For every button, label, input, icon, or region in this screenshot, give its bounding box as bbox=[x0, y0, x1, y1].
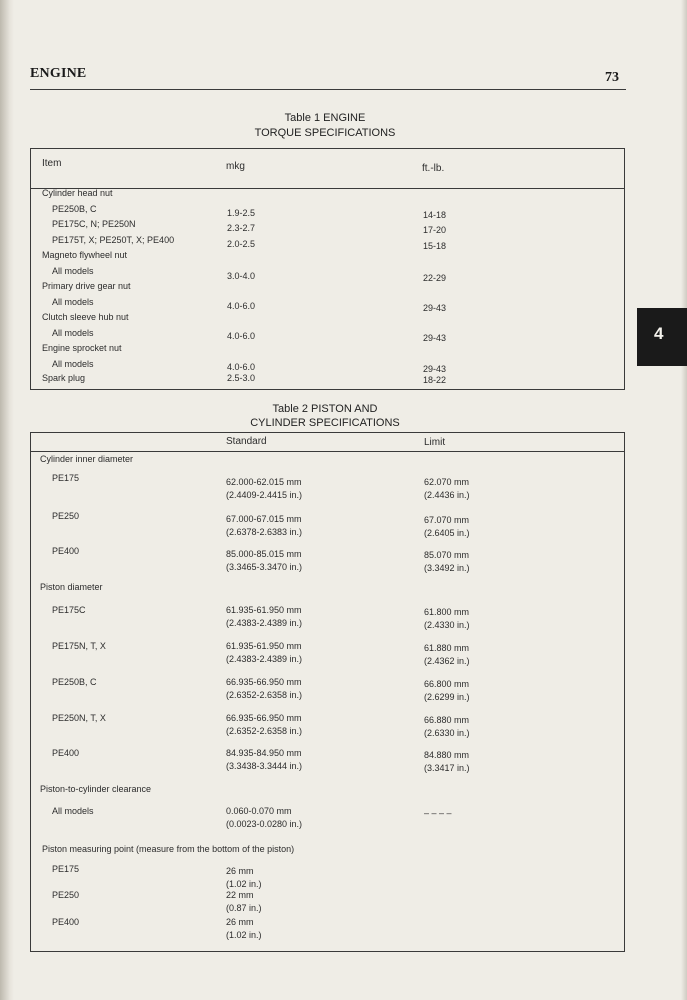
table2-row-limit-metric: 66.800 mm bbox=[424, 679, 470, 689]
table2-caption-line2: CYLINDER SPECIFICATIONS bbox=[250, 417, 400, 429]
table2-row-limit-inch: (2.4330 in.) bbox=[424, 620, 470, 630]
table2-row-standard-metric: 85.000-85.015 mm bbox=[226, 549, 302, 559]
table1-caption-line2: TORQUE SPECIFICATIONS bbox=[254, 127, 396, 139]
table2-row-limit-inch: (2.4362 in.) bbox=[424, 656, 470, 666]
table2-caption-line1: Table 2 PISTON AND bbox=[272, 403, 378, 415]
table2-header-standard: Standard bbox=[226, 436, 267, 447]
table1-row-mkg: 3.0-4.0 bbox=[227, 271, 256, 281]
table1-row-label: Engine sprocket nut bbox=[42, 343, 122, 353]
table2-row-label: Piston measuring point (measure from the bottom of the piston) bbox=[42, 844, 295, 854]
table2-row-standard-inch: (2.4383-2.4389 in.) bbox=[226, 618, 303, 628]
table1-row-mkg: 4.0-6.0 bbox=[227, 362, 256, 372]
table1-row-label: PE175T, X; PE250T, X; PE400 bbox=[52, 235, 175, 245]
table1-row-label: Spark plug bbox=[42, 373, 86, 383]
table2-row-standard-metric: 66.935-66.950 mm bbox=[226, 713, 302, 723]
table2-row-limit-metric: 85.070 mm bbox=[424, 550, 470, 560]
table1-row-ftlb: 17-20 bbox=[423, 225, 447, 235]
table1-row-ftlb: 15-18 bbox=[423, 241, 447, 251]
table2-row-limit-metric: 67.070 mm bbox=[424, 515, 470, 525]
table2-row-label: PE250 bbox=[52, 890, 80, 900]
table2-row-standard-inch: (1.02 in.) bbox=[226, 879, 262, 889]
table1-row-label: Cylinder head nut bbox=[42, 188, 113, 198]
table2-row-label: PE400 bbox=[52, 748, 80, 758]
table2-frame bbox=[30, 432, 625, 952]
table2-row-standard-inch: (0.87 in.) bbox=[226, 903, 262, 913]
table2-row-standard-metric: 61.935-61.950 mm bbox=[226, 641, 302, 651]
table2-row-standard-metric: 0.060-0.070 mm bbox=[226, 806, 292, 816]
table2-row-limit-metric: 61.880 mm bbox=[424, 643, 470, 653]
table2-row-standard-metric: 67.000-67.015 mm bbox=[226, 514, 302, 524]
section-header: ENGINE bbox=[30, 66, 87, 81]
table1-row-mkg: 4.0-6.0 bbox=[227, 301, 256, 311]
page-gutter-shadow bbox=[0, 0, 14, 1000]
table2-row-limit-metric: – – – – bbox=[424, 808, 452, 818]
table2-row-label: Piston-to-cylinder clearance bbox=[40, 784, 152, 794]
table2-row-label: PE250 bbox=[52, 511, 80, 521]
table1-row-mkg: 4.0-6.0 bbox=[227, 331, 256, 341]
table2-row-label: Cylinder inner diameter bbox=[40, 454, 134, 464]
table1-caption-line1: Table 1 ENGINE bbox=[284, 112, 366, 124]
table2-row-standard-inch: (3.3438-3.3444 in.) bbox=[226, 761, 303, 771]
table2-row-standard-inch: (3.3465-3.3470 in.) bbox=[226, 562, 303, 572]
table1-row-label: All models bbox=[52, 266, 94, 276]
header-rule bbox=[30, 89, 626, 90]
table2-row-label: PE250B, C bbox=[52, 677, 97, 687]
table2-row-limit-inch: (2.6405 in.) bbox=[424, 528, 470, 538]
table2-row-standard-inch: (2.6352-2.6358 in.) bbox=[226, 726, 303, 736]
table2-header-rule bbox=[30, 451, 625, 452]
table1-row-label: Clutch sleeve hub nut bbox=[42, 312, 129, 322]
table2-row-standard-metric: 61.935-61.950 mm bbox=[226, 605, 302, 615]
table2-row-limit-inch: (3.3417 in.) bbox=[424, 763, 470, 773]
table1-row-mkg: 2.5-3.0 bbox=[227, 373, 256, 383]
table1-row-label: All models bbox=[52, 328, 94, 338]
table2-row-label: All models bbox=[52, 806, 94, 816]
table2-row-label: PE400 bbox=[52, 546, 80, 556]
table1-row-ftlb: 18-22 bbox=[423, 375, 447, 385]
table1-row-ftlb: 29-43 bbox=[423, 303, 447, 313]
table2-row-standard-metric: 62.000-62.015 mm bbox=[226, 477, 302, 487]
table1-row-ftlb: 14-18 bbox=[423, 210, 447, 220]
table1-row-mkg: 2.0-2.5 bbox=[227, 239, 256, 249]
table1-row-label: Primary drive gear nut bbox=[42, 281, 131, 291]
table2-row-standard-inch: (1.02 in.) bbox=[226, 930, 262, 940]
table2-row-label: PE250N, T, X bbox=[52, 713, 106, 723]
table2-row-limit-inch: (2.6330 in.) bbox=[424, 728, 470, 738]
table2-row-standard-inch: (2.6352-2.6358 in.) bbox=[226, 690, 303, 700]
table2-row-limit-metric: 62.070 mm bbox=[424, 477, 470, 487]
table1-row-ftlb: 22-29 bbox=[423, 273, 447, 283]
table2-row-limit-metric: 61.800 mm bbox=[424, 607, 470, 617]
table2-row-standard-inch: (2.4409-2.4415 in.) bbox=[226, 490, 303, 500]
table2-row-standard-metric: 22 mm bbox=[226, 890, 254, 900]
page-edge-shadow bbox=[681, 0, 687, 1000]
table2-row-standard-inch: (2.6378-2.6383 in.) bbox=[226, 527, 303, 537]
table1-row-label: Magneto flywheel nut bbox=[42, 250, 128, 260]
table1-row-ftlb: 29-43 bbox=[423, 333, 447, 343]
table2-row-limit-inch: (2.4436 in.) bbox=[424, 490, 470, 500]
table1-header-item: Item bbox=[42, 158, 62, 169]
page-number: 73 bbox=[605, 70, 619, 85]
table2-header-limit: Limit bbox=[424, 437, 446, 448]
table2-row-label: PE175 bbox=[52, 473, 80, 483]
table2-row-label: PE175 bbox=[52, 864, 80, 874]
table1-row-label: PE175C, N; PE250N bbox=[52, 219, 136, 229]
table1-row-mkg: 2.3-2.7 bbox=[227, 223, 256, 233]
table2-row-limit-inch: (3.3492 in.) bbox=[424, 563, 470, 573]
table1-row-ftlb: 29-43 bbox=[423, 364, 447, 374]
table2-row-standard-inch: (0.0023-0.0280 in.) bbox=[226, 819, 303, 829]
table2-row-label: Piston diameter bbox=[40, 582, 103, 592]
table2-row-standard-metric: 26 mm bbox=[226, 917, 254, 927]
table2-row-limit-metric: 66.880 mm bbox=[424, 715, 470, 725]
table1-row-label: PE250B, C bbox=[52, 204, 97, 214]
table1-header-ftlb: ft.-lb. bbox=[422, 163, 445, 174]
table2-row-label: PE175C bbox=[52, 605, 86, 615]
table2-row-label: PE400 bbox=[52, 917, 80, 927]
table2-row-standard-metric: 84.935-84.950 mm bbox=[226, 748, 302, 758]
table2-row-limit-inch: (2.6299 in.) bbox=[424, 692, 470, 702]
table1-row-label: All models bbox=[52, 297, 94, 307]
table2-row-standard-metric: 26 mm bbox=[226, 866, 254, 876]
table2-row-standard-metric: 66.935-66.950 mm bbox=[226, 677, 302, 687]
table1-header-rule bbox=[30, 188, 625, 189]
table1-row-label: All models bbox=[52, 359, 94, 369]
table1-row-mkg: 1.9-2.5 bbox=[227, 208, 256, 218]
table1-header-mkg: mkg bbox=[226, 161, 245, 172]
table2-row-label: PE175N, T, X bbox=[52, 641, 106, 651]
table2-row-limit-metric: 84.880 mm bbox=[424, 750, 470, 760]
table2-row-standard-inch: (2.4383-2.4389 in.) bbox=[226, 654, 303, 664]
chapter-tab-number: 4 bbox=[654, 324, 664, 343]
